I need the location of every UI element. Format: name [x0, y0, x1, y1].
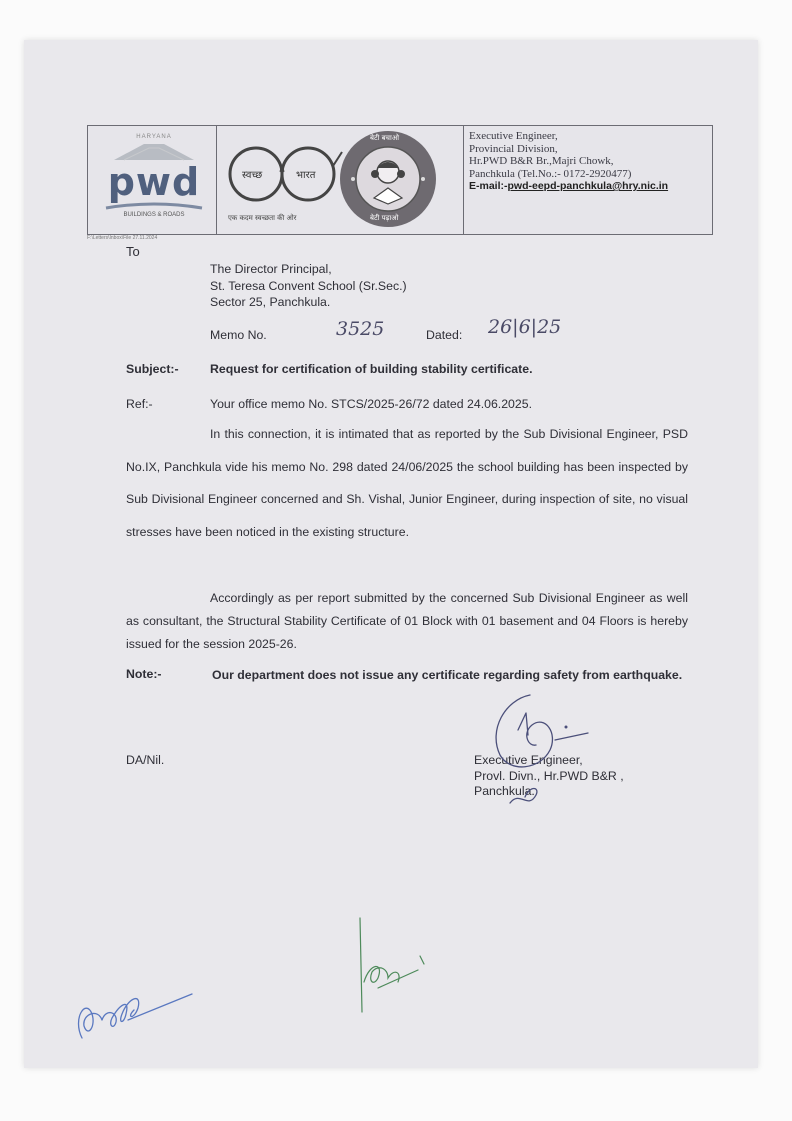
letterhead-divider: [216, 126, 217, 234]
note-text: Our department does not issue any certificate regarding safety from earthquake.: [212, 668, 683, 682]
office-email: [469, 180, 709, 193]
ref-label: Ref:-: [126, 397, 153, 411]
paragraph-1-text: In this connection, it is intimated that as reported by the Sub Divisional Engineer, PSD No.IX, Panchkula vide his memo No. 298 dated 24/06/2025 the school building has been inspected by Sub Divisional Engineer concerned and Sh. Vishal, Junior Engineer, during inspection of site, no visual stresses have been noticed in the existing structure.: [126, 427, 688, 539]
pwd-logo-sub: BUILDINGS & ROADS: [123, 212, 185, 218]
swachh-left-text: स्वच्छ: [242, 170, 263, 181]
office-line: Hr.PWD B&R Br.,Majri Chowk,: [469, 155, 614, 167]
officer-signature: [470, 685, 600, 815]
green-initials: [348, 912, 438, 1022]
letterhead: [87, 125, 713, 235]
signatory-line: Panchkula.: [474, 784, 535, 798]
swachh-tagline: एक कदम स्वच्छता की ओर: [228, 214, 297, 222]
office-line: Executive Engineer,: [469, 130, 558, 142]
subject-text: Request for certification of building stability certificate.: [210, 362, 533, 376]
addressee-block: [210, 261, 407, 311]
memo-label: Memo No.: [210, 328, 267, 342]
email-label: E-mail:-: [469, 180, 508, 192]
email-value: pwd-eepd-panchkula@hry.nic.in: [507, 180, 669, 192]
signatory-line: Executive Engineer,: [474, 753, 583, 767]
memo-number-handwritten: 3525: [336, 318, 385, 340]
addressee-line: The Director Principal,: [210, 262, 332, 276]
enclosure-text: DA/Nil.: [126, 753, 165, 767]
pwd-logo-word: pwd: [107, 160, 201, 204]
signatory-line: Provl. Divn., Hr.PWD B&R ,: [474, 768, 624, 783]
bbbp-bottom-text: बेटी पढ़ाओ: [370, 214, 399, 222]
subject-label: Subject:-: [126, 362, 179, 376]
body-paragraph-2: [126, 587, 688, 656]
office-line: Provincial Division,: [469, 142, 558, 155]
office-address: [469, 130, 709, 193]
bbbp-top-text: बेटी बचाओ: [370, 134, 399, 142]
date-handwritten: 26|6|25: [488, 316, 562, 338]
blue-initials: [68, 968, 198, 1048]
pwd-logo-top: HARYANA: [136, 134, 172, 140]
addressee-line: Sector 25, Panchkula.: [210, 295, 331, 309]
file-path-note: F:\Letters\Inbox\File 27.11.2024: [87, 235, 158, 241]
pwd-logo-road-icon: [104, 140, 204, 162]
dated-label: Dated:: [426, 328, 463, 342]
to-label: To: [126, 244, 140, 259]
addressee-line: St. Teresa Convent School (Sr.Sec.): [210, 278, 407, 293]
ref-text: Your office memo No. STCS/2025-26/72 dated 24.06.2025.: [210, 397, 532, 411]
swachh-right-text: भारत: [296, 170, 316, 181]
office-line: Panchkula (Tel.No.:- 0172-2920477): [469, 167, 632, 180]
beti-bachao-logo: [338, 128, 438, 230]
paragraph-2-text: Accordingly as per report submitted by the concerned Sub Divisional Engineer as well as consultant, the Structural Stability Certificate of 01 Block with 01 basement and 04 Floors is hereby issued for the session 2025-26.: [126, 591, 688, 651]
swachh-bharat-logo: [228, 136, 343, 226]
pwd-logo: [104, 134, 204, 224]
letterhead-divider: [463, 126, 464, 234]
note-label: Note:-: [126, 667, 162, 681]
body-paragraph-1: [126, 418, 688, 548]
